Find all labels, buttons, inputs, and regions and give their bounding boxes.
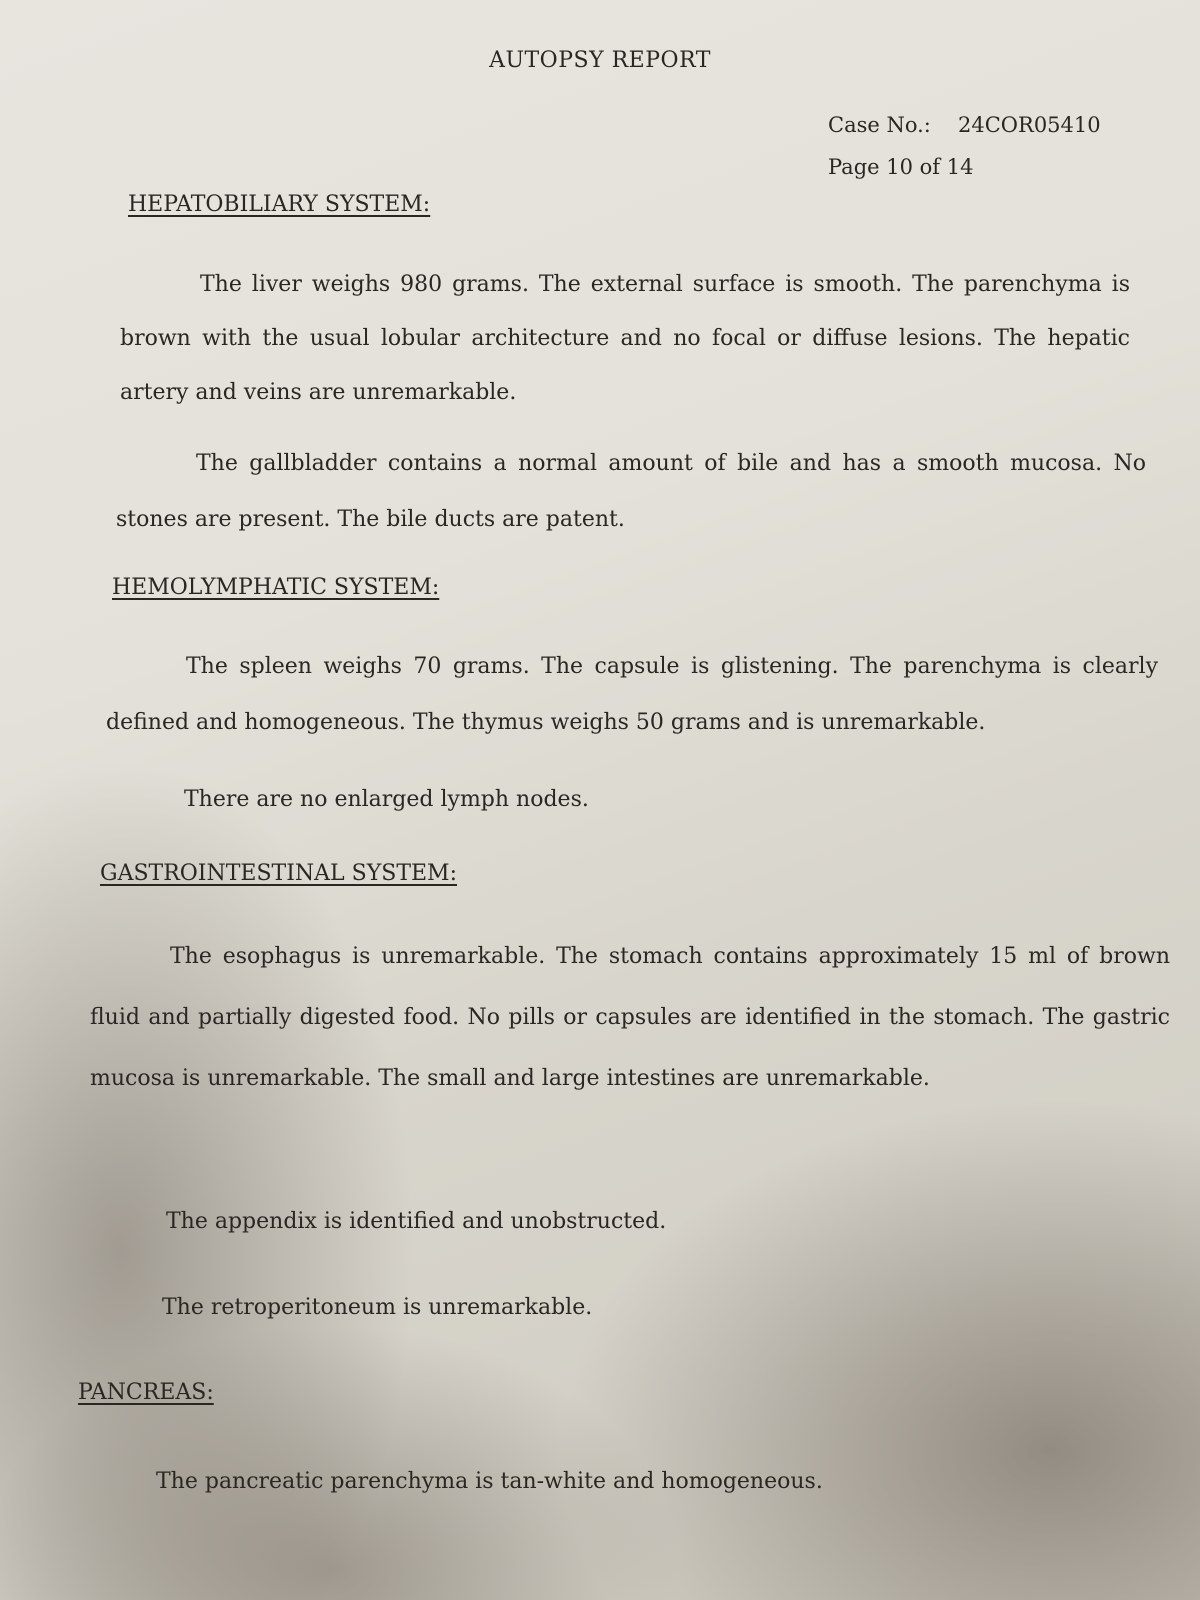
paragraph-stomach-intestines: The esophagus is unremarkable. The stomach contains approximately 15 ml of brown fluid and partially digested food. No pills or capsules are identified in the stomach. The gastric mucosa is unremarkable. The small and large intestines are unremarkable. [90,944,1170,1091]
case-number-label: Case No.: [828,113,931,137]
case-info [828,104,1101,188]
paragraph-retroperitoneum: The retroperitoneum is unremarkable. [162,1295,593,1320]
paragraph-lymph-nodes: There are no enlarged lymph nodes. [184,787,589,812]
page-indicator: Page 10 of 14 [828,155,974,179]
paragraph-liver: The liver weighs 980 grams. The external surface is smooth. The parenchyma is brown with the usual lobular architecture and no focal or diffuse lesions. The hepatic artery and veins are unremarkable. [120,272,1130,405]
case-number-row [828,104,1101,146]
section-heading-gastrointestinal: GASTROINTESTINAL SYSTEM: [100,861,457,886]
case-number-value: 24COR05410 [958,113,1101,137]
section-heading-pancreas: PANCREAS: [78,1380,214,1405]
paragraph-pancreas: The pancreatic parenchyma is tan-white and homogeneous. [156,1469,823,1494]
section-heading-hemolymphatic: HEMOLYMPHATIC SYSTEM: [112,575,440,600]
section-heading-hepatobiliary: HEPATOBILIARY SYSTEM: [128,192,431,217]
paragraph-gallbladder: The gallbladder contains a normal amount of bile and has a smooth mucosa. No stones are present. The bile ducts are patent. [116,451,1146,532]
paragraph-appendix: The appendix is identified and unobstructed. [166,1209,667,1234]
paragraph-spleen-thymus: The spleen weighs 70 grams. The capsule is glistening. The parenchyma is clearly defined and homogeneous. The thymus weighs 50 grams and is unremarkable. [106,654,1158,735]
document-title: AUTOPSY REPORT [489,48,711,73]
